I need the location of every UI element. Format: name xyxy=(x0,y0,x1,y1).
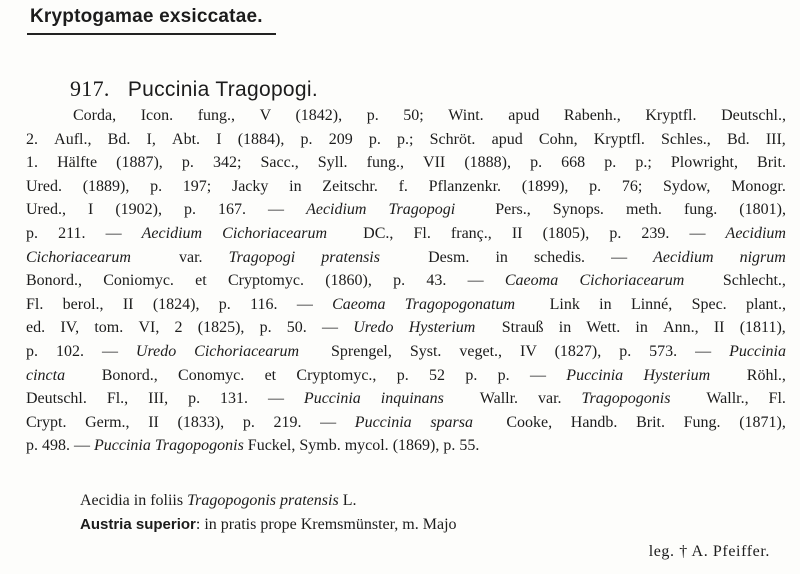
text-run: veget., xyxy=(459,342,507,360)
italic-text: Hysterium xyxy=(643,366,711,384)
text-run: (1887), xyxy=(116,154,167,172)
text-run: I xyxy=(216,130,226,148)
text-run: 50; xyxy=(403,107,428,124)
text-run: Monogr. xyxy=(731,177,786,195)
text-run: Conomyc. xyxy=(178,366,249,384)
text-run: Brit. xyxy=(757,154,786,172)
text-run: apud xyxy=(508,107,544,124)
text-run: 573. xyxy=(649,342,682,360)
italic-text: Uredo xyxy=(135,342,181,360)
text-run: p. xyxy=(26,437,42,455)
text-run: Jacky xyxy=(231,177,273,195)
text-run: p.; xyxy=(635,154,656,172)
text-run: Sacc., xyxy=(260,154,303,172)
text-run: Wallr. xyxy=(479,390,523,408)
text-run: Deutschl., xyxy=(721,107,786,124)
text-run: (1869), xyxy=(392,437,444,455)
text-run: in xyxy=(558,319,576,337)
text-run: fung., xyxy=(366,154,408,172)
italic-text: Puccinia xyxy=(729,342,786,360)
italic-text: Aecidium xyxy=(653,248,718,266)
text-run: Syst. xyxy=(409,342,446,360)
text-run: p. xyxy=(150,177,167,195)
text-run xyxy=(686,387,690,411)
text-run: — xyxy=(529,366,550,384)
text-run xyxy=(726,364,730,388)
text-run: 211. xyxy=(58,224,90,242)
text-run: (1833), xyxy=(177,413,229,431)
text-run: p. xyxy=(619,342,636,360)
text-run: 167. xyxy=(218,201,251,219)
text-run: — xyxy=(611,248,632,266)
italic-text: Puccinia xyxy=(303,390,365,408)
text-run: Kryptfl. xyxy=(645,107,701,124)
text-run: Linné, xyxy=(630,295,677,313)
text-run: Strauß xyxy=(501,319,548,337)
text-run: III, xyxy=(148,390,173,408)
text-run: 668 xyxy=(561,154,590,172)
text-run: 102. xyxy=(55,342,88,360)
italic-text: nigrum xyxy=(739,248,786,266)
text-run: p. xyxy=(604,154,621,172)
text-run: Hälfte xyxy=(57,154,102,172)
text-line xyxy=(26,269,786,293)
text-run: et xyxy=(264,366,281,384)
text-run: 76; xyxy=(621,177,647,195)
text-line xyxy=(26,175,786,199)
text-run: 50. xyxy=(286,319,311,337)
text-run: p. xyxy=(368,130,385,148)
text-run: II xyxy=(511,224,527,242)
locality-region: Austria superior xyxy=(80,516,196,533)
text-run: Desm. xyxy=(428,248,474,266)
italic-text: Tragopogonatum xyxy=(404,295,516,313)
header-underline xyxy=(27,33,276,35)
italic-text: Tragopogonis xyxy=(581,390,671,408)
text-run: Fl. xyxy=(413,224,435,242)
text-run: (1842), xyxy=(295,107,347,124)
text-run: Cohn, xyxy=(538,130,582,148)
text-run: (1827), xyxy=(554,342,606,360)
text-run xyxy=(460,387,464,411)
text-run xyxy=(473,198,477,222)
text-run: II xyxy=(148,413,163,431)
host-plant: Tragopogonis pratensis xyxy=(187,492,339,509)
text-run: I xyxy=(88,201,98,219)
italic-text: cincta xyxy=(26,366,66,384)
text-run: (1884), xyxy=(237,130,289,148)
text-run: mycol. xyxy=(344,437,393,455)
italic-text: Caeoma xyxy=(504,272,563,290)
entry-number: 917. xyxy=(70,76,110,101)
text-run: Cryptomyc. xyxy=(227,272,308,290)
text-run: VI, xyxy=(138,319,164,337)
text-run: schedis. xyxy=(533,248,590,266)
text-run: VII xyxy=(423,154,450,172)
text-run: III, xyxy=(765,130,786,148)
text-run xyxy=(81,364,85,388)
text-run: var. xyxy=(538,390,566,408)
text-run: — xyxy=(101,342,122,360)
text-run: Cooke, xyxy=(506,413,557,431)
text-run: fung. xyxy=(683,201,722,219)
text-run: p. xyxy=(300,130,317,148)
text-run: p. xyxy=(396,366,413,384)
text-run: Synops. xyxy=(552,201,608,219)
text-run: (1871), xyxy=(739,413,786,431)
italic-text: Uredo xyxy=(353,319,398,337)
text-run: — xyxy=(267,390,288,408)
text-run: DC., xyxy=(363,224,398,242)
text-run: 209 xyxy=(328,130,357,148)
text-run: Ured. xyxy=(26,177,66,195)
text-run: Rabenh., xyxy=(563,107,625,124)
collector: leg. † A. Pfeiffer. xyxy=(648,543,770,560)
text-run: Crypt. xyxy=(26,413,71,431)
text-run: p. xyxy=(465,366,482,384)
text-run: Fl. xyxy=(768,390,786,408)
text-run: p. xyxy=(609,224,626,242)
text-run: IV xyxy=(520,342,541,360)
italic-text: Tragopogi xyxy=(388,201,456,219)
text-run: — xyxy=(322,319,342,337)
text-run: Bonord., xyxy=(101,366,162,384)
italic-text: Puccinia xyxy=(94,437,155,455)
italic-text: inquinans xyxy=(380,390,444,408)
text-run: 52 xyxy=(429,366,450,384)
text-run xyxy=(488,411,492,435)
text-run: (1888), xyxy=(464,154,515,172)
text-run: Ann., xyxy=(663,319,703,337)
italic-text: Hysterium xyxy=(408,319,476,337)
text-run: (1889), xyxy=(82,177,134,195)
text-run: 197; xyxy=(182,177,216,195)
text-run: Icon. xyxy=(140,107,178,124)
text-run: in xyxy=(635,319,652,337)
text-run: in xyxy=(495,248,512,266)
text-run: Handb. xyxy=(570,413,622,431)
text-run: 43. xyxy=(426,272,451,290)
text-line xyxy=(26,411,786,435)
text-run: 498. xyxy=(42,437,74,455)
text-run: 2. xyxy=(26,130,42,148)
page-header: Kryptogamae exsiccatae. xyxy=(30,6,263,27)
text-run: Fung. xyxy=(683,413,725,431)
text-run: Pers., xyxy=(495,201,535,219)
text-run: — xyxy=(467,272,488,290)
text-line xyxy=(26,198,786,222)
text-run: Spec. xyxy=(691,295,731,313)
text-run: p. xyxy=(497,366,514,384)
text-run: 239. xyxy=(641,224,674,242)
locality-line xyxy=(80,516,457,534)
text-run: (1899), xyxy=(521,177,573,195)
text-line xyxy=(26,293,786,317)
text-run: Röhl., xyxy=(746,366,786,384)
text-line xyxy=(26,387,786,411)
text-run: (1825), xyxy=(197,319,249,337)
text-run: V xyxy=(259,107,275,124)
text-run: (1902), xyxy=(115,201,166,219)
text-run: p.; xyxy=(397,130,418,148)
text-run: Bd. xyxy=(726,130,754,148)
text-run: Coniomyc. xyxy=(103,272,178,290)
italic-text: Caeoma xyxy=(332,295,390,313)
text-run: Brit. xyxy=(636,413,669,431)
text-run: Pflanzenkr. xyxy=(428,177,506,195)
text-run: II xyxy=(122,295,138,313)
text-run: Deutschl. xyxy=(26,390,91,408)
text-run: (1811), xyxy=(739,319,786,337)
text-line xyxy=(26,434,786,458)
text-run: p. xyxy=(218,295,235,313)
text-run: (1860), xyxy=(325,272,376,290)
text-run xyxy=(343,222,347,246)
italic-text: Cichoriacearum xyxy=(26,248,131,266)
text-run: Bonord., xyxy=(26,272,86,290)
italic-text: Puccinia xyxy=(354,413,416,431)
text-run: Abt. xyxy=(172,130,205,148)
text-run: Schlecht., xyxy=(722,272,786,290)
text-run: 342; xyxy=(212,154,246,172)
text-run: Schles., xyxy=(661,130,715,148)
text-run xyxy=(313,340,317,364)
text-run: II xyxy=(713,319,729,337)
synonymy-text xyxy=(26,104,786,458)
italic-text: Tragopogi xyxy=(228,248,300,266)
text-run: I, xyxy=(146,130,160,148)
text-line xyxy=(26,246,786,270)
text-run: IV, xyxy=(60,319,84,337)
host-prefix: Aecidia in foliis xyxy=(80,492,188,509)
text-run: Zeitschr. xyxy=(322,177,382,195)
text-run xyxy=(487,316,491,340)
text-run: p. xyxy=(181,154,198,172)
text-run: (1824), xyxy=(152,295,204,313)
text-line xyxy=(26,151,786,175)
text-run: 55. xyxy=(459,437,480,455)
text-run: p. xyxy=(530,154,547,172)
text-run: Fuckel, xyxy=(247,437,300,455)
italic-text: Aecidium xyxy=(306,201,371,219)
text-run: Link xyxy=(549,295,584,313)
text-run: p. xyxy=(188,390,205,408)
text-line xyxy=(26,340,786,364)
text-run xyxy=(153,246,157,270)
text-run: fung., xyxy=(197,107,240,124)
text-run: p. xyxy=(393,272,410,290)
text-run: Fl., xyxy=(106,390,133,408)
text-run: Syll. xyxy=(317,154,352,172)
text-run: 219. xyxy=(273,413,306,431)
text-run: 2 xyxy=(174,319,187,337)
text-run: — xyxy=(320,413,341,431)
text-run: p. xyxy=(26,342,42,360)
text-run: Kryptfl. xyxy=(593,130,649,148)
text-run: Sydow, xyxy=(663,177,715,195)
host-line xyxy=(80,492,356,510)
text-run: apud xyxy=(491,130,527,148)
text-run: — xyxy=(268,201,289,219)
text-line xyxy=(26,222,786,246)
text-run: Fl. xyxy=(26,295,48,313)
text-line xyxy=(26,364,786,388)
locality-text: : in pratis prope Kremsmünster, m. Majo xyxy=(195,516,457,533)
text-run: var. xyxy=(178,248,207,266)
text-line xyxy=(26,128,786,152)
text-run: Symb. xyxy=(299,437,345,455)
text-run: 131. xyxy=(220,390,253,408)
text-line xyxy=(26,316,786,340)
text-run: p. xyxy=(443,437,460,455)
text-run: p. xyxy=(26,224,42,242)
text-run: 1. xyxy=(26,154,42,172)
text-run: p. xyxy=(259,319,276,337)
text-run: Germ., xyxy=(85,413,134,431)
text-run: — xyxy=(296,295,317,313)
italic-text: Cichoriacearum xyxy=(222,224,328,242)
text-run: 116. xyxy=(250,295,282,313)
text-run: berol., xyxy=(62,295,108,313)
species-name: Puccinia Tragopogi. xyxy=(127,78,318,101)
text-run: meth. xyxy=(625,201,666,219)
text-run: Schröt. xyxy=(429,130,480,148)
italic-text: Cichoriacearum xyxy=(579,272,685,290)
italic-text: Aecidium xyxy=(725,224,786,242)
text-run: Bd. xyxy=(107,130,135,148)
text-line xyxy=(26,104,786,128)
text-run: Ured., xyxy=(26,201,70,219)
text-run: franç., xyxy=(450,224,496,242)
entry-title xyxy=(70,76,318,102)
text-run: ed. xyxy=(26,319,50,337)
text-run: Corda, xyxy=(73,107,121,124)
host-suffix: L. xyxy=(338,492,357,509)
text-run: Cryptomyc., xyxy=(296,366,381,384)
text-run: — xyxy=(105,224,126,242)
text-run: (1805), xyxy=(542,224,594,242)
text-run: p. xyxy=(184,201,201,219)
text-run: in xyxy=(599,295,616,313)
text-run: p. xyxy=(589,177,606,195)
italic-text: Aecidium xyxy=(141,224,207,242)
text-run xyxy=(530,293,534,317)
text-run: — xyxy=(695,342,716,360)
italic-text: Cichoriacearum xyxy=(194,342,300,360)
italic-text: pratensis xyxy=(321,248,380,266)
text-run: p. xyxy=(366,107,383,124)
text-run: — xyxy=(689,224,710,242)
italic-text: Tragopogonis xyxy=(154,437,244,455)
text-run: — xyxy=(74,437,94,455)
text-run: (1801), xyxy=(739,201,786,219)
text-run: in xyxy=(289,177,306,195)
text-run xyxy=(702,269,706,293)
italic-text: sparsa xyxy=(430,413,474,431)
text-run: p. xyxy=(242,413,259,431)
text-run: et xyxy=(195,272,211,290)
text-run xyxy=(402,246,406,270)
text-run: tom. xyxy=(94,319,128,337)
text-run: Aufl., xyxy=(54,130,96,148)
text-run: plant., xyxy=(746,295,786,313)
text-run: Wint. xyxy=(448,107,488,124)
italic-text: Puccinia xyxy=(566,366,628,384)
text-run: Wallr., xyxy=(706,390,753,408)
text-run: Sprengel, xyxy=(330,342,396,360)
text-run: Plowright, xyxy=(670,154,742,172)
text-run: Wett. xyxy=(586,319,625,337)
text-run: f. xyxy=(398,177,412,195)
